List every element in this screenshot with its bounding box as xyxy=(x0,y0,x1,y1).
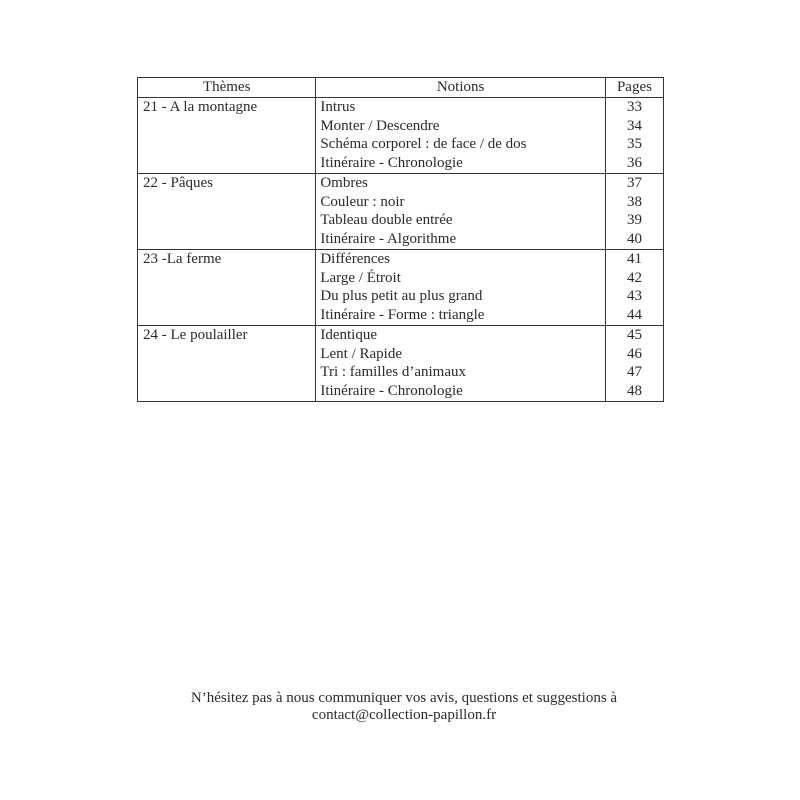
page-number: 42 xyxy=(626,269,642,286)
notions-cell xyxy=(316,98,606,174)
table-row-group-21 xyxy=(138,98,664,174)
table-row-group-22 xyxy=(138,174,664,250)
notion-item: Tableau double entrée xyxy=(320,212,453,229)
pages-cell xyxy=(605,174,663,250)
notion-item: Du plus petit au plus grand xyxy=(320,288,483,305)
notion-item: Itinéraire - Chronologie xyxy=(320,383,463,400)
notion-item: Large / Étroit xyxy=(320,269,401,286)
page-number: 38 xyxy=(626,193,642,210)
page-number: 44 xyxy=(626,307,642,324)
table-of-contents xyxy=(137,77,664,402)
pages-cell xyxy=(605,326,663,402)
page-number: 43 xyxy=(626,288,642,305)
notion-item: Lent / Rapide xyxy=(320,345,402,362)
page-number: 41 xyxy=(626,251,642,267)
header-themes: Thèmes xyxy=(138,78,316,98)
page-number: 39 xyxy=(626,212,642,229)
page-number: 45 xyxy=(626,327,642,343)
page-number: 37 xyxy=(626,175,642,191)
page-number: 33 xyxy=(626,99,642,115)
theme-cell: 22 - Pâques xyxy=(138,174,316,250)
page-number: 35 xyxy=(626,136,642,153)
notion-item: Identique xyxy=(320,327,377,343)
page-number: 36 xyxy=(626,155,642,172)
notion-item: Itinéraire - Forme : triangle xyxy=(320,307,485,324)
header-notions: Notions xyxy=(316,78,606,98)
page-number: 40 xyxy=(626,231,642,248)
table-row-group-24 xyxy=(138,326,664,402)
notion-item: Ombres xyxy=(320,175,368,191)
notion-item: Itinéraire - Chronologie xyxy=(320,155,463,172)
page-number: 48 xyxy=(626,383,642,400)
theme-cell: 24 - Le poulailler xyxy=(138,326,316,402)
theme-cell: 21 - A la montagne xyxy=(138,98,316,174)
page-number: 34 xyxy=(626,117,642,134)
footer-message: N’hésitez pas à nous communiquer vos avis, questions et suggestions à xyxy=(190,690,618,706)
footer-contact-note xyxy=(0,690,800,724)
notion-item: Intrus xyxy=(320,99,356,115)
header-pages: Pages xyxy=(605,78,663,98)
table-header-row xyxy=(138,78,664,98)
notion-item: Itinéraire - Algorithme xyxy=(320,231,457,248)
notion-item: Tri : familles d’animaux xyxy=(320,364,467,381)
pages-cell xyxy=(605,250,663,326)
footer-email: contact@collection-papillon.fr xyxy=(311,707,497,723)
page-number: 46 xyxy=(626,345,642,362)
page-number: 47 xyxy=(626,364,642,381)
notion-item: Couleur : noir xyxy=(320,193,405,210)
notion-item: Différences xyxy=(320,251,391,267)
notions-cell xyxy=(316,326,606,402)
theme-cell: 23 -La ferme xyxy=(138,250,316,326)
notion-item: Monter / Descendre xyxy=(320,117,440,134)
table-row-group-23 xyxy=(138,250,664,326)
notions-cell xyxy=(316,174,606,250)
notion-item: Schéma corporel : de face / de dos xyxy=(320,136,527,153)
notions-cell xyxy=(316,250,606,326)
pages-cell xyxy=(605,98,663,174)
